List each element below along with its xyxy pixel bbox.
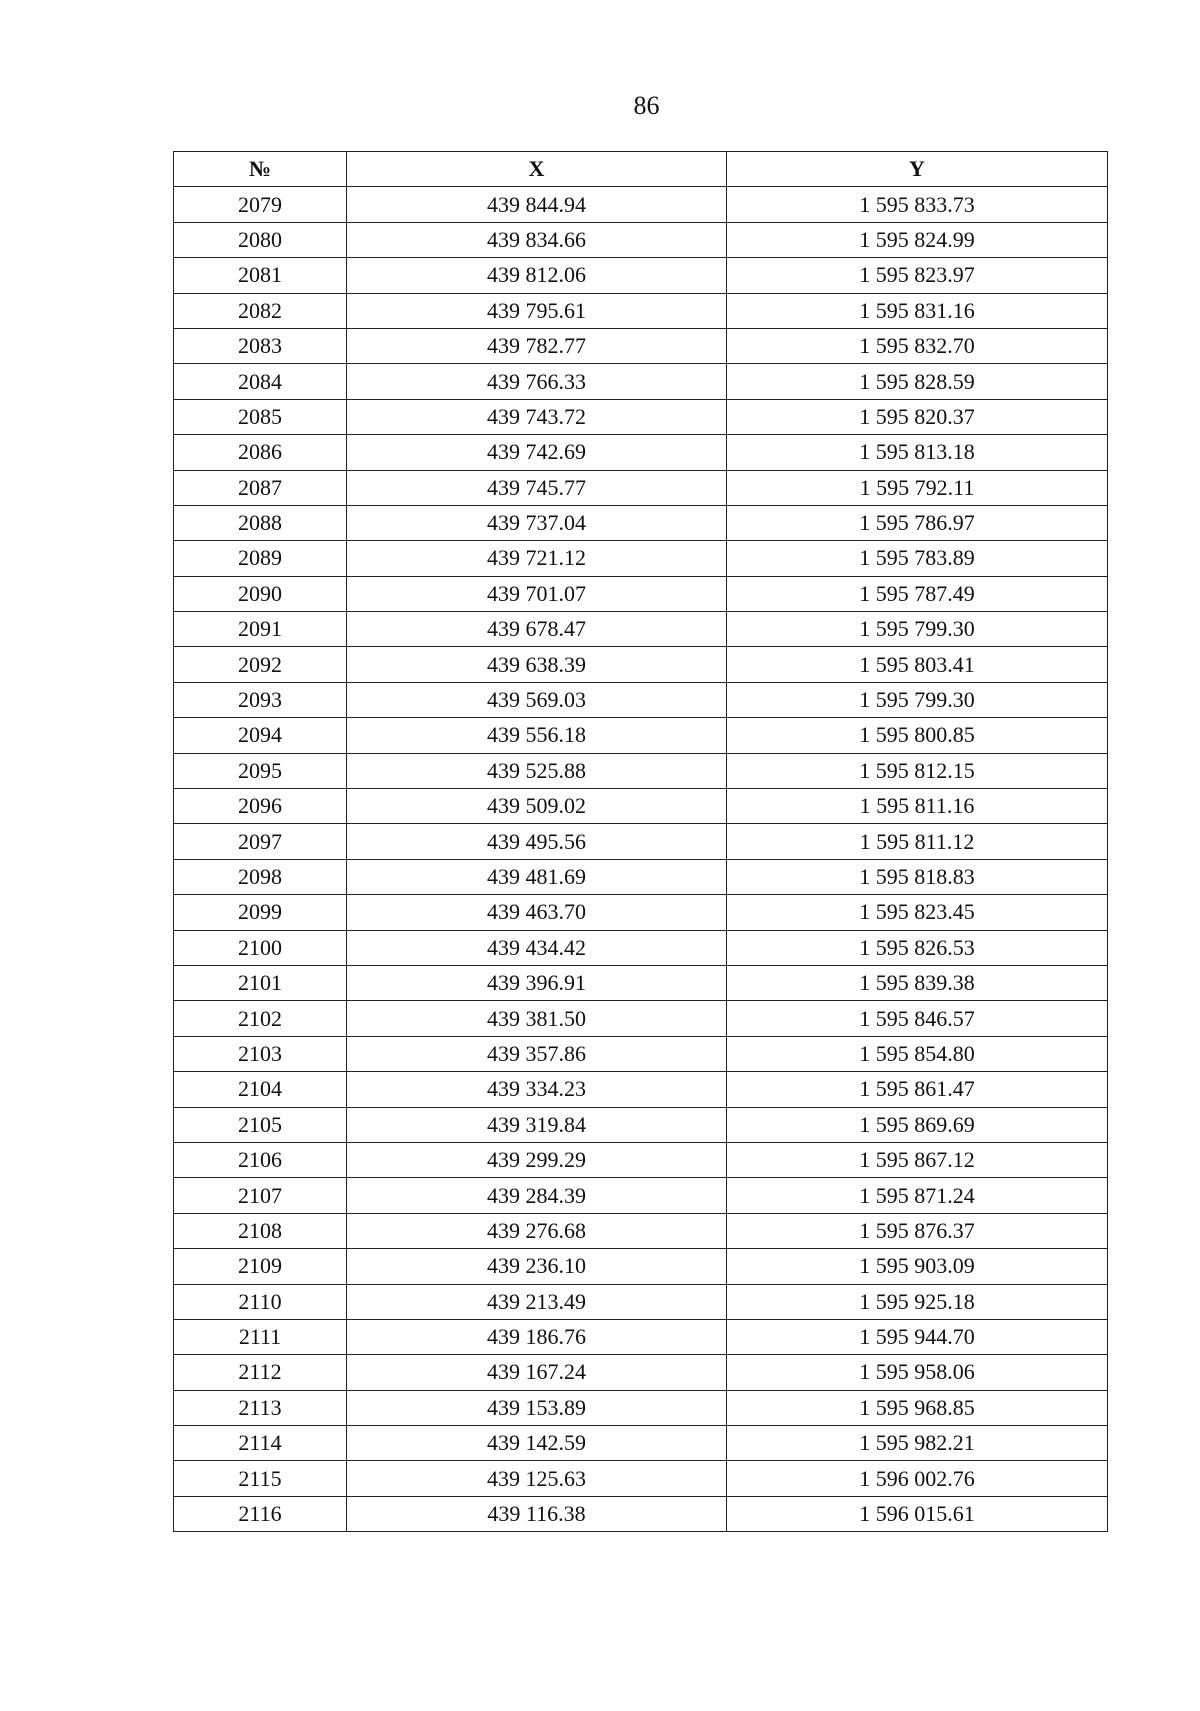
x-coordinate-cell: 439 284.39	[347, 1178, 727, 1213]
y-coordinate-cell: 1 595 811.16	[727, 789, 1108, 824]
y-coordinate-cell: 1 595 832.70	[727, 328, 1108, 363]
table-row	[174, 1390, 1108, 1425]
x-coordinate-cell: 439 116.38	[347, 1496, 727, 1531]
table-row	[174, 1496, 1108, 1531]
point-number-cell: 2092	[174, 647, 347, 682]
y-coordinate-cell: 1 595 799.30	[727, 612, 1108, 647]
y-coordinate-cell: 1 595 861.47	[727, 1072, 1108, 1107]
point-number-cell: 2081	[174, 258, 347, 293]
y-coordinate-cell: 1 595 854.80	[727, 1036, 1108, 1071]
table-row	[174, 1178, 1108, 1213]
header-number: №	[174, 152, 347, 187]
x-coordinate-cell: 439 569.03	[347, 682, 727, 717]
table-row	[174, 1319, 1108, 1354]
point-number-cell: 2082	[174, 293, 347, 328]
x-coordinate-cell: 439 782.77	[347, 328, 727, 363]
table-row	[174, 718, 1108, 753]
point-number-cell: 2098	[174, 859, 347, 894]
x-coordinate-cell: 439 834.66	[347, 222, 727, 257]
table-row	[174, 1213, 1108, 1248]
point-number-cell: 2116	[174, 1496, 347, 1531]
y-coordinate-cell: 1 595 823.97	[727, 258, 1108, 293]
y-coordinate-cell: 1 595 833.73	[727, 187, 1108, 222]
y-coordinate-cell: 1 595 869.69	[727, 1107, 1108, 1142]
point-number-cell: 2088	[174, 505, 347, 540]
y-coordinate-cell: 1 595 839.38	[727, 965, 1108, 1000]
table-row	[174, 364, 1108, 399]
y-coordinate-cell: 1 595 812.15	[727, 753, 1108, 788]
table-header	[174, 152, 1108, 187]
y-coordinate-cell: 1 595 871.24	[727, 1178, 1108, 1213]
point-number-cell: 2090	[174, 576, 347, 611]
x-coordinate-cell: 439 276.68	[347, 1213, 727, 1248]
table-row	[174, 1284, 1108, 1319]
table-row	[174, 1142, 1108, 1177]
y-coordinate-cell: 1 595 823.45	[727, 895, 1108, 930]
table-row	[174, 930, 1108, 965]
x-coordinate-cell: 439 737.04	[347, 505, 727, 540]
x-coordinate-cell: 439 142.59	[347, 1426, 727, 1461]
y-coordinate-cell: 1 595 803.41	[727, 647, 1108, 682]
x-coordinate-cell: 439 125.63	[347, 1461, 727, 1496]
x-coordinate-cell: 439 495.56	[347, 824, 727, 859]
y-coordinate-cell: 1 595 828.59	[727, 364, 1108, 399]
point-number-cell: 2099	[174, 895, 347, 930]
point-number-cell: 2084	[174, 364, 347, 399]
point-number-cell: 2111	[174, 1319, 347, 1354]
x-coordinate-cell: 439 481.69	[347, 859, 727, 894]
point-number-cell: 2115	[174, 1461, 347, 1496]
point-number-cell: 2109	[174, 1249, 347, 1284]
x-coordinate-cell: 439 701.07	[347, 576, 727, 611]
point-number-cell: 2091	[174, 612, 347, 647]
point-number-cell: 2100	[174, 930, 347, 965]
header-y: Y	[727, 152, 1108, 187]
table-row	[174, 435, 1108, 470]
point-number-cell: 2107	[174, 1178, 347, 1213]
point-number-cell: 2087	[174, 470, 347, 505]
point-number-cell: 2093	[174, 682, 347, 717]
table-row	[174, 258, 1108, 293]
table-row	[174, 895, 1108, 930]
table-row	[174, 187, 1108, 222]
table-row	[174, 1001, 1108, 1036]
point-number-cell: 2097	[174, 824, 347, 859]
table-row	[174, 1249, 1108, 1284]
table-row	[174, 612, 1108, 647]
point-number-cell: 2106	[174, 1142, 347, 1177]
table-row	[174, 859, 1108, 894]
y-coordinate-cell: 1 595 903.09	[727, 1249, 1108, 1284]
x-coordinate-cell: 439 357.86	[347, 1036, 727, 1071]
table-body	[174, 187, 1108, 1532]
x-coordinate-cell: 439 556.18	[347, 718, 727, 753]
y-coordinate-cell: 1 595 944.70	[727, 1319, 1108, 1354]
table-row	[174, 576, 1108, 611]
x-coordinate-cell: 439 525.88	[347, 753, 727, 788]
y-coordinate-cell: 1 595 876.37	[727, 1213, 1108, 1248]
table-row	[174, 1072, 1108, 1107]
point-number-cell: 2079	[174, 187, 347, 222]
y-coordinate-cell: 1 595 826.53	[727, 930, 1108, 965]
point-number-cell: 2114	[174, 1426, 347, 1461]
point-number-cell: 2085	[174, 399, 347, 434]
x-coordinate-cell: 439 236.10	[347, 1249, 727, 1284]
point-number-cell: 2083	[174, 328, 347, 363]
y-coordinate-cell: 1 595 783.89	[727, 541, 1108, 576]
y-coordinate-cell: 1 595 813.18	[727, 435, 1108, 470]
table-row	[174, 965, 1108, 1000]
point-number-cell: 2108	[174, 1213, 347, 1248]
point-number-cell: 2105	[174, 1107, 347, 1142]
x-coordinate-cell: 439 334.23	[347, 1072, 727, 1107]
y-coordinate-cell: 1 595 818.83	[727, 859, 1108, 894]
header-row	[174, 152, 1108, 187]
point-number-cell: 2086	[174, 435, 347, 470]
y-coordinate-cell: 1 596 002.76	[727, 1461, 1108, 1496]
x-coordinate-cell: 439 299.29	[347, 1142, 727, 1177]
table-row	[174, 647, 1108, 682]
table-row	[174, 222, 1108, 257]
x-coordinate-cell: 439 743.72	[347, 399, 727, 434]
x-coordinate-cell: 439 509.02	[347, 789, 727, 824]
x-coordinate-cell: 439 812.06	[347, 258, 727, 293]
x-coordinate-cell: 439 213.49	[347, 1284, 727, 1319]
x-coordinate-cell: 439 766.33	[347, 364, 727, 399]
y-coordinate-cell: 1 595 786.97	[727, 505, 1108, 540]
point-number-cell: 2094	[174, 718, 347, 753]
x-coordinate-cell: 439 463.70	[347, 895, 727, 930]
point-number-cell: 2089	[174, 541, 347, 576]
table-row	[174, 1036, 1108, 1071]
x-coordinate-cell: 439 742.69	[347, 435, 727, 470]
point-number-cell: 2103	[174, 1036, 347, 1071]
table-row	[174, 824, 1108, 859]
header-x: X	[347, 152, 727, 187]
table-row	[174, 1107, 1108, 1142]
point-number-cell: 2102	[174, 1001, 347, 1036]
x-coordinate-cell: 439 434.42	[347, 930, 727, 965]
page-number: 86	[633, 91, 660, 120]
x-coordinate-cell: 439 721.12	[347, 541, 727, 576]
table-row	[174, 470, 1108, 505]
y-coordinate-cell: 1 595 800.85	[727, 718, 1108, 753]
x-coordinate-cell: 439 745.77	[347, 470, 727, 505]
x-coordinate-cell: 439 167.24	[347, 1355, 727, 1390]
point-number-cell: 2080	[174, 222, 347, 257]
x-coordinate-cell: 439 795.61	[347, 293, 727, 328]
y-coordinate-cell: 1 595 982.21	[727, 1426, 1108, 1461]
y-coordinate-cell: 1 595 958.06	[727, 1355, 1108, 1390]
x-coordinate-cell: 439 638.39	[347, 647, 727, 682]
y-coordinate-cell: 1 595 831.16	[727, 293, 1108, 328]
y-coordinate-cell: 1 595 820.37	[727, 399, 1108, 434]
table-row	[174, 399, 1108, 434]
point-number-cell: 2096	[174, 789, 347, 824]
y-coordinate-cell: 1 595 787.49	[727, 576, 1108, 611]
y-coordinate-cell: 1 595 867.12	[727, 1142, 1108, 1177]
x-coordinate-cell: 439 396.91	[347, 965, 727, 1000]
table-row	[174, 505, 1108, 540]
point-number-cell: 2112	[174, 1355, 347, 1390]
table-row	[174, 1426, 1108, 1461]
point-number-cell: 2101	[174, 965, 347, 1000]
y-coordinate-cell: 1 595 792.11	[727, 470, 1108, 505]
table-row	[174, 541, 1108, 576]
point-number-cell: 2095	[174, 753, 347, 788]
y-coordinate-cell: 1 595 824.99	[727, 222, 1108, 257]
table-row	[174, 682, 1108, 717]
point-number-cell: 2113	[174, 1390, 347, 1425]
y-coordinate-cell: 1 595 968.85	[727, 1390, 1108, 1425]
y-coordinate-cell: 1 595 846.57	[727, 1001, 1108, 1036]
table-row	[174, 293, 1108, 328]
x-coordinate-cell: 439 319.84	[347, 1107, 727, 1142]
x-coordinate-cell: 439 153.89	[347, 1390, 727, 1425]
table-row	[174, 1461, 1108, 1496]
x-coordinate-cell: 439 844.94	[347, 187, 727, 222]
y-coordinate-cell: 1 595 811.12	[727, 824, 1108, 859]
table-row	[174, 753, 1108, 788]
table-row	[174, 328, 1108, 363]
coordinates-table	[173, 151, 1108, 1532]
x-coordinate-cell: 439 186.76	[347, 1319, 727, 1354]
y-coordinate-cell: 1 595 925.18	[727, 1284, 1108, 1319]
table-row	[174, 1355, 1108, 1390]
point-number-cell: 2110	[174, 1284, 347, 1319]
y-coordinate-cell: 1 595 799.30	[727, 682, 1108, 717]
point-number-cell: 2104	[174, 1072, 347, 1107]
x-coordinate-cell: 439 678.47	[347, 612, 727, 647]
x-coordinate-cell: 439 381.50	[347, 1001, 727, 1036]
y-coordinate-cell: 1 596 015.61	[727, 1496, 1108, 1531]
table-row	[174, 789, 1108, 824]
